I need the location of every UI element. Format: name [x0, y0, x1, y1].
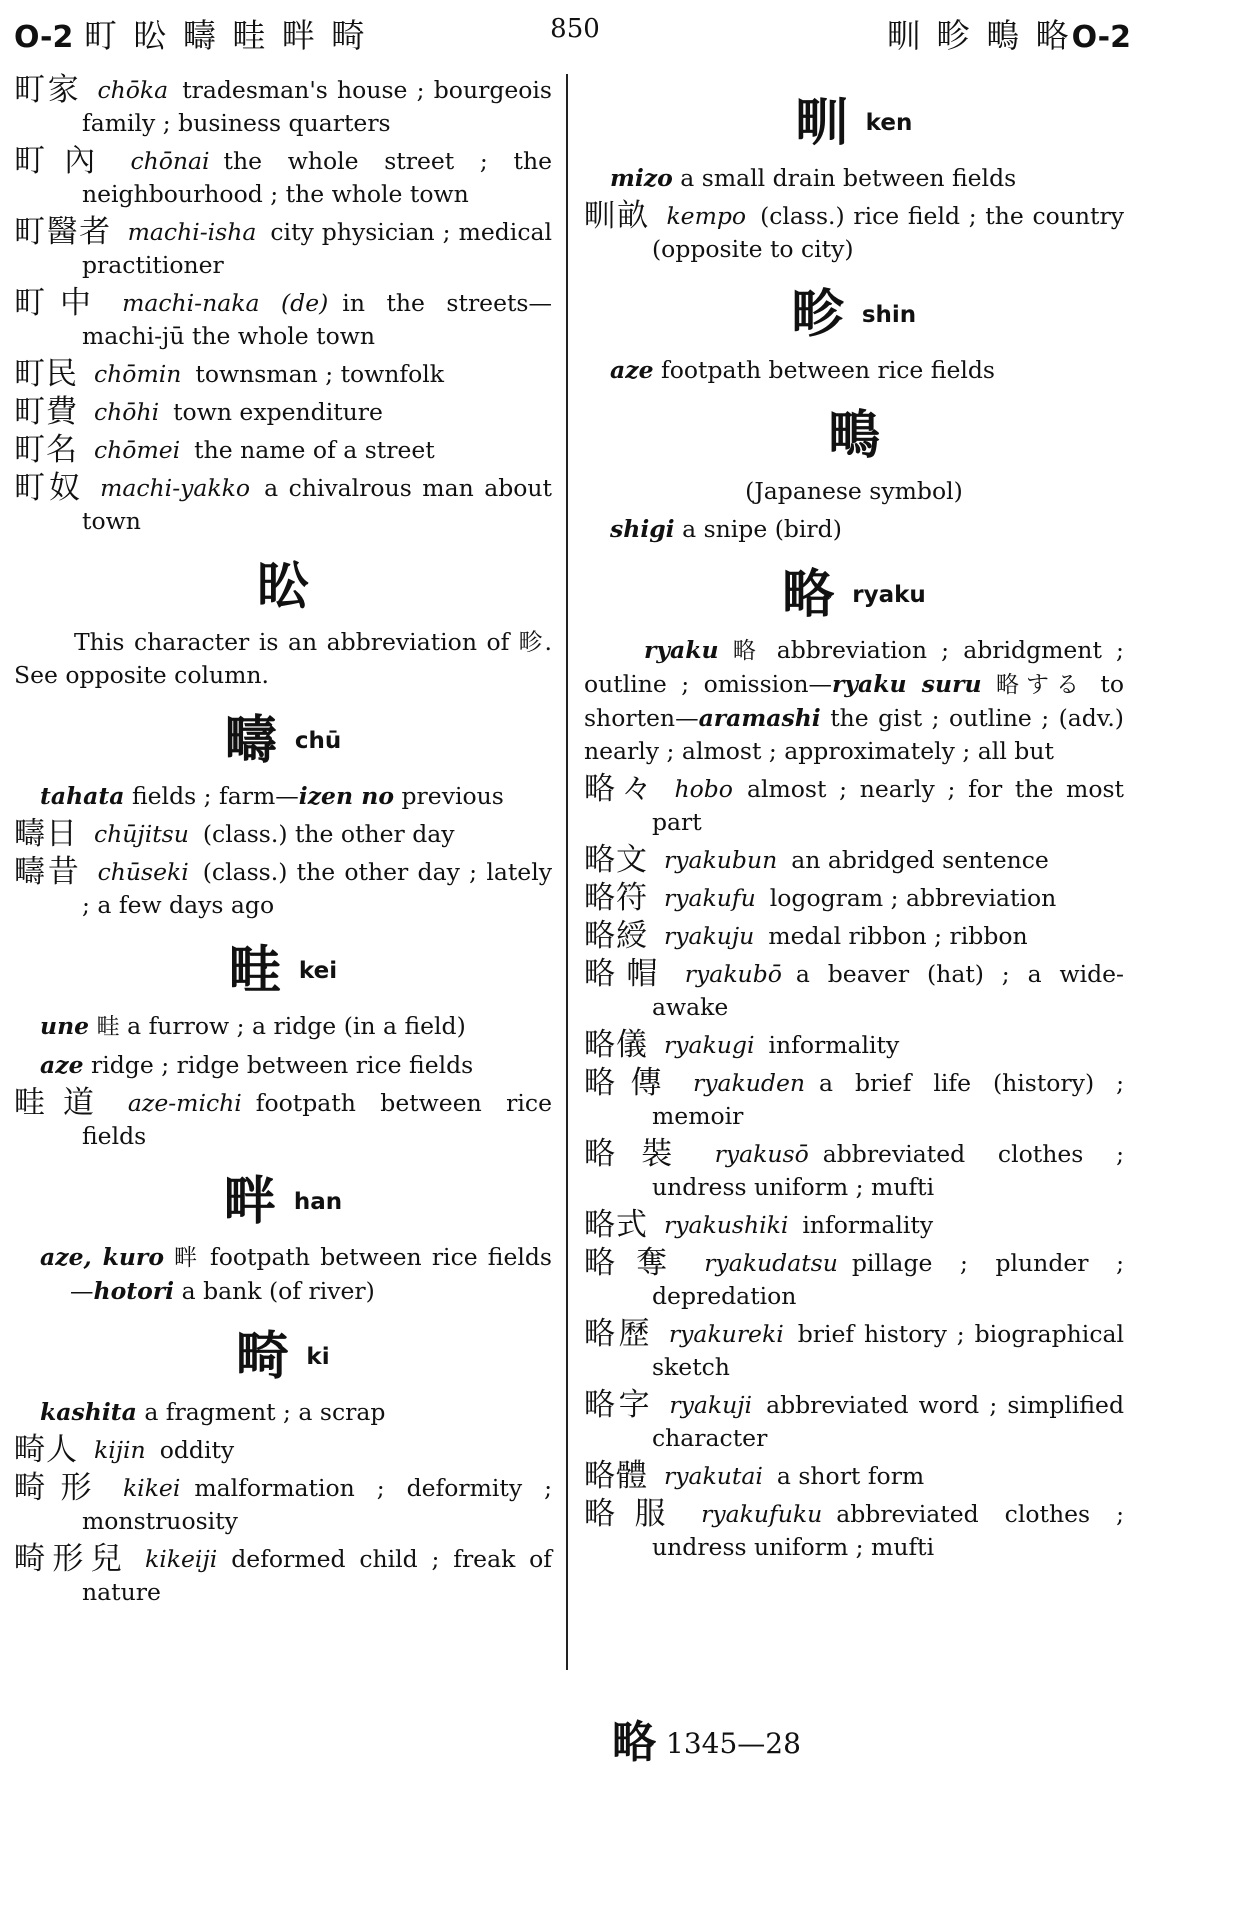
dictionary-entry [584, 1247, 1124, 1313]
entry-romaji: machi-naka (de) [122, 289, 329, 317]
dictionary-entry [584, 920, 1124, 953]
abbreviation-note: This character is an abbreviation of 畛. See opposite column. [14, 628, 552, 689]
entry-meaning: footpath between rice fields [82, 1089, 552, 1150]
entry-romaji: ryakuju [664, 922, 755, 950]
headword-char: 疇 [224, 710, 277, 771]
dictionary-entry [584, 882, 1124, 915]
definition-line: une 畦 a furrow ; a ridge (in a field) [40, 1012, 466, 1040]
dictionary-entry [584, 1029, 1124, 1062]
dictionary-entry [14, 1543, 552, 1609]
entry-meaning: the whole street ; the neighbourhood ; the whole town [82, 147, 552, 208]
ryaku-definition: ryaku 略 abbreviation ; abridgment ; outline ; omission—ryaku suru 略する to shorten—aramashi the gist ; outline ; (adv.) nearly ; almost ; approximately ; all but [584, 636, 1124, 765]
entry-kanji: 畸人 [14, 1432, 78, 1468]
entry-romaji: chōnai [130, 147, 210, 175]
headword-char: 畔 [223, 1171, 276, 1232]
entry-meaning: abbreviated clothes ; undress uniform ; mufti [652, 1500, 1124, 1561]
entry-meaning: a short form [776, 1462, 925, 1490]
entry-meaning: city physician ; medical practitioner [82, 218, 553, 279]
entry-meaning: the name of a street [194, 436, 435, 464]
entry-meaning: brief history ; biographical sketch [652, 1320, 1125, 1381]
dictionary-entry [14, 287, 552, 353]
entry-kanji: 略儀 [584, 1027, 648, 1063]
entry-romaji: kijin [94, 1436, 146, 1464]
entry-meaning: abbreviated word ; simplified character [652, 1391, 1124, 1452]
entry-romaji: chūjitsu [94, 820, 189, 848]
entry-meaning: almost ; nearly ; for the most part [652, 775, 1124, 836]
definition-line: mizo a small drain between fields [610, 164, 1017, 192]
headword-7 [584, 280, 1124, 350]
headword-char: 略 [782, 564, 835, 625]
entry-romaji: kikei [122, 1474, 181, 1502]
entry-romaji: chūseki [97, 858, 189, 886]
entry-kanji: 町費 [14, 394, 78, 430]
entry-meaning: oddity [159, 1436, 235, 1464]
ki-entry-list [14, 1434, 552, 1609]
entry-kanji: 略文 [584, 842, 648, 878]
dictionary-entry [584, 844, 1124, 877]
header-left-kanji: 町 昖 疇 畦 畔 畸 [83, 16, 368, 55]
entry-kanji: 略式 [584, 1207, 648, 1243]
ken-entry-list [584, 200, 1124, 266]
header-right [887, 8, 1131, 64]
dictionary-entry [14, 1087, 552, 1153]
dictionary-entry [584, 1498, 1124, 1564]
entry-romaji: machi-yakko [100, 474, 251, 502]
dictionary-entry [584, 1389, 1124, 1455]
entry-kanji: 疇昔 [14, 854, 82, 890]
entry-kanji: 略裝 [584, 1136, 699, 1172]
entry-meaning: (class.) rice field ; the country (opposite to city) [652, 202, 1125, 263]
definition-line: aze, kuro 畔 footpath between rice fields—hotori a bank (of river) [40, 1243, 552, 1305]
footer-reference [612, 1706, 801, 1770]
page-number: 850 [550, 14, 600, 44]
dictionary-entry [584, 1209, 1124, 1242]
machi-entry-list [14, 74, 552, 538]
definition-line: kashita a fragment ; a scrap [40, 1398, 386, 1426]
entry-kanji: 略體 [584, 1458, 648, 1494]
headword-reading: chū [294, 728, 342, 754]
definition-line: tahata fields ; farm—izen no previous [40, 782, 504, 810]
dictionary-entry [14, 74, 552, 140]
headword-5 [14, 1322, 552, 1392]
entry-kanji: 略傳 [584, 1065, 678, 1101]
entry-meaning: pillage ; plunder ; depredation [652, 1249, 1125, 1310]
entry-meaning: tradesman's house ; bourgeois family ; business quarters [82, 76, 552, 137]
entry-kanji: 町家 [14, 72, 82, 108]
entry-romaji: hobo [674, 775, 733, 803]
dictionary-entry [584, 773, 1124, 839]
entry-kanji: 町奴 [14, 470, 85, 506]
entry-kanji: 略符 [584, 880, 648, 916]
entry-kanji: 甽畝 [584, 198, 651, 234]
dictionary-entry [14, 472, 552, 538]
dictionary-entry [584, 958, 1124, 1024]
entry-meaning: in the streets—machi-jū the whole town [82, 289, 552, 350]
dictionary-entry [14, 358, 552, 391]
dictionary-entry [14, 1472, 552, 1538]
symbol-note: (Japanese symbol) [745, 477, 963, 505]
entry-romaji: machi-isha [127, 218, 257, 246]
entry-romaji: chōmei [94, 436, 181, 464]
headword-char: 畸 [236, 1326, 289, 1387]
entry-romaji: chōmin [94, 360, 182, 388]
headword-1 [14, 552, 552, 622]
chu-entry-list [14, 818, 552, 922]
entry-romaji: ryakubun [664, 846, 778, 874]
entry-meaning: abbreviated clothes ; undress uniform ; mufti [652, 1140, 1124, 1201]
entry-romaji: chōhi [94, 398, 160, 426]
headword-char: 鴫 [827, 405, 880, 466]
entry-romaji: ryakuden [693, 1069, 805, 1097]
entry-meaning: deformed child ; freak of nature [82, 1545, 552, 1606]
entry-kanji: 町內 [14, 143, 115, 179]
entry-kanji: 町中 [14, 285, 107, 321]
footer-char: 略 [612, 1717, 656, 1768]
headword-9 [584, 560, 1124, 630]
headword-char: 畦 [228, 940, 281, 1001]
entry-kanji: 略帽 [584, 956, 669, 992]
entry-meaning: (class.) the other day ; lately ; a few days ago [82, 858, 553, 919]
definition-line: shigi a snipe (bird) [610, 515, 842, 543]
entry-romaji: ryakubō [684, 960, 782, 988]
headword-3 [14, 936, 552, 1006]
entry-meaning: medal ribbon ; ribbon [768, 922, 1028, 950]
entry-kanji: 疇日 [14, 816, 78, 852]
entry-romaji: ryakudatsu [704, 1249, 838, 1277]
entry-romaji: ryakufuku [701, 1500, 823, 1528]
headword-reading: ki [306, 1344, 330, 1370]
definition-line: aze footpath between rice fields [610, 356, 995, 384]
definition-line: aze ridge ; ridge between rice fields [40, 1051, 474, 1079]
entry-meaning: an abridged sentence [791, 846, 1049, 874]
entry-kanji: 略服 [584, 1496, 686, 1532]
entry-meaning: a chivalrous man about town [82, 474, 553, 535]
entry-meaning: logogram ; abbreviation [769, 884, 1057, 912]
entry-romaji: kikeiji [145, 1545, 218, 1573]
kei-entry-list [14, 1087, 552, 1153]
dictionary-entry [584, 200, 1124, 266]
entry-kanji: 略歷 [584, 1316, 653, 1352]
dictionary-entry [14, 216, 552, 282]
entry-romaji: ryakufu [664, 884, 756, 912]
headword-reading: ryaku [852, 582, 926, 608]
entry-romaji: ryakusō [714, 1140, 809, 1168]
entry-kanji: 畸形 [14, 1470, 107, 1506]
headword-reading: kei [298, 958, 338, 984]
column-divider [566, 74, 568, 1670]
entry-meaning: town expenditure [173, 398, 383, 426]
dictionary-entry [14, 856, 552, 922]
entry-kanji: 略綬 [584, 918, 648, 954]
dictionary-entry [584, 1460, 1124, 1493]
headword-char: 昖 [256, 556, 309, 617]
header-left-code: O-2 [14, 20, 74, 55]
dictionary-entry [584, 1318, 1124, 1384]
headword-reading: ken [865, 110, 913, 136]
entry-kanji: 町名 [14, 432, 78, 468]
dictionary-entry [14, 434, 552, 467]
left-column [14, 74, 552, 1614]
entry-romaji: ryakureki [668, 1320, 784, 1348]
entry-kanji: 略奪 [584, 1245, 689, 1281]
entry-meaning: (class.) the other day [202, 820, 455, 848]
entry-meaning: a brief life (history) ; memoir [652, 1069, 1125, 1130]
headword-2 [14, 706, 552, 776]
headword-reading: han [293, 1189, 343, 1215]
dictionary-entry [14, 1434, 552, 1467]
entry-kanji: 畦道 [14, 1085, 112, 1121]
entry-romaji: chōka [97, 76, 169, 104]
entry-kanji: 略々 [584, 771, 659, 807]
dictionary-entry [14, 818, 552, 851]
entry-kanji: 町民 [14, 356, 78, 392]
right-column [584, 74, 1124, 1569]
headword-4 [14, 1167, 552, 1237]
entry-romaji: ryakuji [669, 1391, 753, 1419]
headword-6 [584, 88, 1124, 158]
dictionary-entry [14, 396, 552, 429]
entry-meaning: informality [768, 1031, 900, 1059]
entry-romaji: ryakushiki [664, 1211, 789, 1239]
entry-romaji: aze-michi [127, 1089, 242, 1117]
dictionary-entry [584, 1067, 1124, 1133]
entry-meaning: malformation ; deformity ; monstruosity [82, 1474, 552, 1535]
entry-kanji: 略字 [584, 1387, 654, 1423]
header-right-kanji: 甽 畛 鴫 略 [887, 16, 1072, 55]
entry-kanji: 畸形兒 [14, 1541, 130, 1577]
entry-romaji: ryakugi [664, 1031, 755, 1059]
dictionary-entry [584, 1138, 1124, 1204]
entry-meaning: informality [802, 1211, 934, 1239]
header-right-code: O-2 [1071, 20, 1131, 55]
entry-kanji: 町醫者 [14, 214, 112, 250]
entry-romaji: kempo [666, 202, 747, 230]
headword-reading: shin [861, 302, 917, 328]
headword-char: 畛 [791, 284, 844, 345]
headword-8 [584, 401, 1124, 471]
dictionary-entry [14, 145, 552, 211]
entry-meaning: townsman ; townfolk [195, 360, 445, 388]
headword-char: 甽 [795, 92, 848, 153]
entry-meaning: a beaver (hat) ; a wide-awake [652, 960, 1124, 1021]
ryaku-entry-list [584, 773, 1124, 1564]
footer-ref-number: 1345—28 [666, 1727, 801, 1760]
entry-romaji: ryakutai [664, 1462, 763, 1490]
